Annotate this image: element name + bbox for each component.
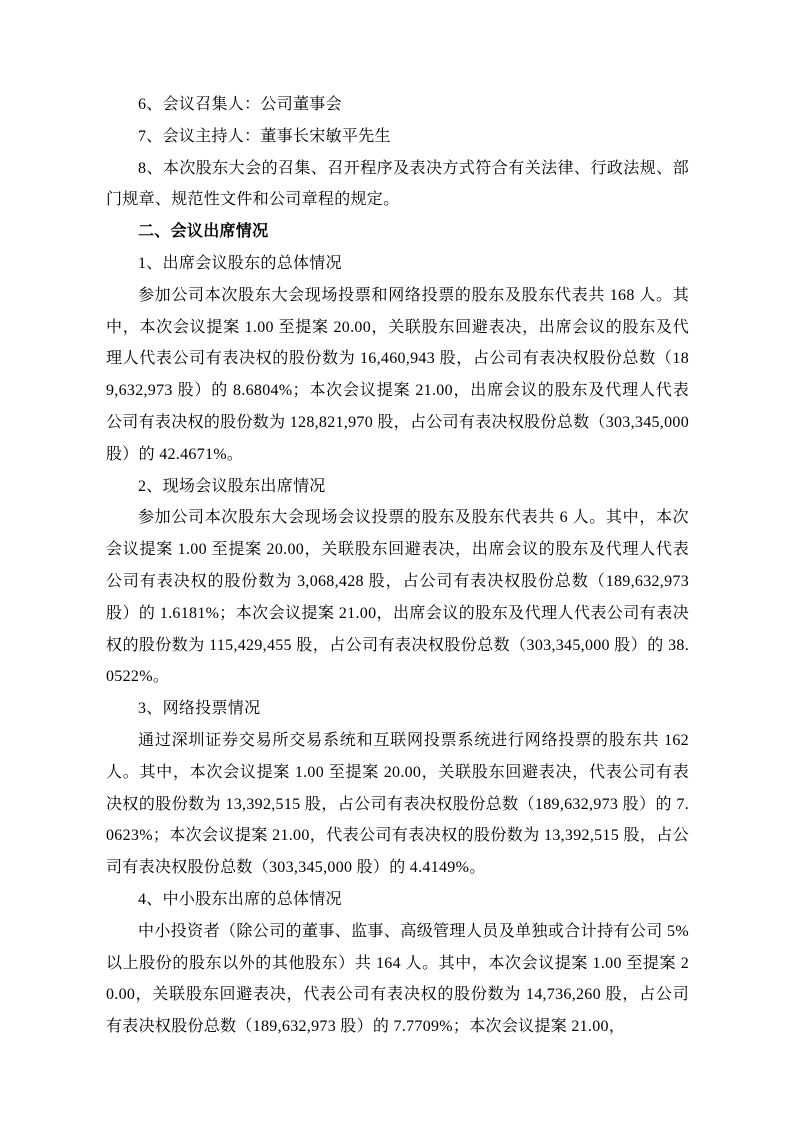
- subheading-onsite-attendance: 2、现场会议股东出席情况: [138, 477, 326, 495]
- paragraph-meeting-convener: 6、会议召集人：公司董事会: [138, 96, 342, 113]
- document-body: [106, 89, 689, 1043]
- subheading-minority-shareholders: 4、中小股东出席的总体情况: [138, 890, 342, 908]
- subheading-online-voting: 3、网络投票情况: [138, 700, 261, 718]
- paragraph-meeting-chairman: 7、会议主持人：董事长宋敏平先生: [138, 127, 391, 145]
- paragraph-overall-attendance-detail: 参加公司本次股东大会现场投票和网络投票的股东及股东代表共 168 人。其中，本次会议提案 1.00 至提案 20.00，关联股东回避表决，出席会议的股东及代理人代表公司有表决权的股份数为 16,460,943 股，占公司有表决权股份总数（189,632,973 股）的 8.6804%；本次会议提案 21.00，出席会议的股东及代理人代表公司有表决权的股份数为 128,821,970 股，占公司有表决权股份总数（303,345,000 股）的 42.4671%。: [106, 286, 689, 463]
- paragraph-onsite-attendance-detail: 参加公司本次股东大会现场会议投票的股东及股东代表共 6 人。其中，本次会议提案 1.00 至提案 20.00，关联股东回避表决，出席会议的股东及代理人代表公司有表决权的股份数为 3,068,428 股，占公司有表决权股份总数（189,632,973 股）的 1.6181%；本次会议提案 21.00，出席会议的股东及代理人代表公司有表决权的股份数为 115,429,455 股，占公司有表决权股份总数（303,345,000 股）的 38.0522%。: [106, 509, 689, 686]
- section-heading-attendance: 二、会议出席情况: [138, 223, 269, 241]
- paragraph-minority-shareholders-detail: 中小投资者（除公司的董事、监事、高级管理人员及单独或合计持有公司 5% 以上股份的股东以外的其他股东）共 164 人。其中，本次会议提案 1.00 至提案 20.00，关联股东回避表决，代表公司有表决权的股份数为 14,736,260 股，占公司有表决权股份总数（189,632,973 股）的 7.7709%；本次会议提案 21.00，: [106, 922, 689, 1036]
- subheading-overall-attendance: 1、出席会议股东的总体情况: [138, 254, 342, 272]
- paragraph-compliance-statement: 8、本次股东大会的召集、召开程序及表决方式符合有关法律、行政法规、部门规章、规范性文件和公司章程的规定。: [106, 159, 689, 209]
- paragraph-online-voting-detail: 通过深圳证券交易所交易系统和互联网投票系统进行网络投票的股东共 162 人。其中，本次会议提案 1.00 至提案 20.00，关联股东回避表决，代表公司有表决权的股份数为 13,392,515 股，占公司有表决权股份总数（189,632,973 股）的 7.0623%；本次会议提案 21.00，代表公司有表决权的股份数为 13,392,515 股，占公司有表决权股份总数（303,345,000 股）的 4.4149%。: [106, 731, 689, 877]
